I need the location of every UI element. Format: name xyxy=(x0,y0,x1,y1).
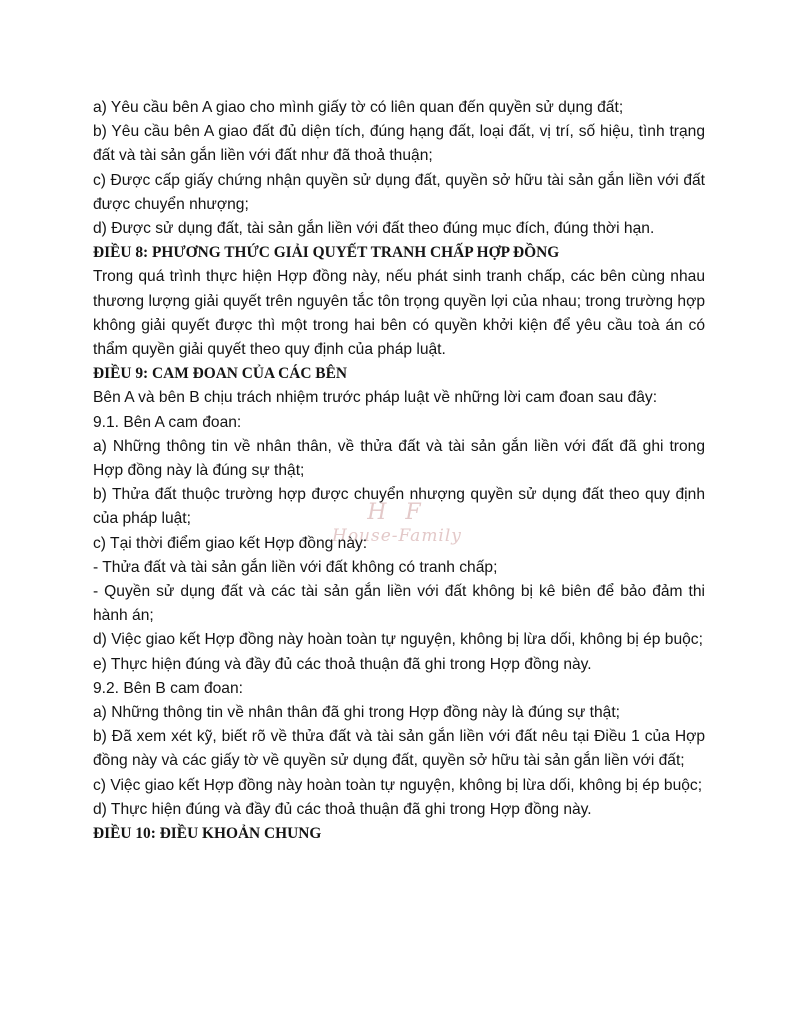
paragraph: a) Những thông tin về nhân thân đã ghi trong Hợp đồng này là đúng sự thật; xyxy=(93,704,620,722)
watermark-monogram: H F xyxy=(367,500,427,525)
section-heading: ĐIỀU 9: CAM ĐOAN CỦA CÁC BÊN xyxy=(93,365,347,383)
paragraph: b) Đã xem xét kỹ, biết rõ về thửa đất và tài sản gắn liền với đất nêu tại Điều 1 của Hợp đồng này và các giấy tờ về quyền sử dụng đất, quyền sở hữu tài sản gắn liền với đất; xyxy=(93,728,705,770)
paragraph: b) Thửa đất thuộc trường hợp được chuyển nhượng quyền sử dụng đất theo quy định của pháp luật; xyxy=(93,486,705,528)
watermark-text: House-Family xyxy=(332,526,462,546)
paragraph: Trong quá trình thực hiện Hợp đồng này, nếu phát sinh tranh chấp, các bên cùng nhau thương lượng giải quyết trên nguyên tắc tôn trọng quyền lợi của nhau; trong trường hợp không giải quyết được thì một trong hai bên có quyền khởi kiện để yêu cầu toà án có thẩm quyền giải quyết theo quy định của pháp luật. xyxy=(93,268,705,359)
paragraph: 9.1. Bên A cam đoan: xyxy=(93,413,242,431)
paragraph: a) Những thông tin về nhân thân, về thửa đất và tài sản gắn liền với đất đã ghi trong Hợp đồng này là đúng sự thật; xyxy=(93,437,705,480)
paragraph: d) Được sử dụng đất, tài sản gắn liền với đất theo đúng mục đích, đúng thời hạn. xyxy=(93,220,655,238)
section-heading: ĐIỀU 8: PHƯƠNG THỨC GIẢI QUYẾT TRANH CHẤP HỢP ĐỒNG xyxy=(93,244,560,262)
paragraph: d) Thực hiện đúng và đầy đủ các thoả thuận đã ghi trong Hợp đồng này. xyxy=(93,800,592,818)
paragraph: 9.2. Bên B cam đoan: xyxy=(93,679,243,697)
paragraph: b) Yêu cầu bên A giao đất đủ diện tích, đúng hạng đất, loại đất, vị trí, số hiệu, tình trạng đất và tài sản gắn liền với đất như đã thoả thuận; xyxy=(93,123,705,165)
paragraph: - Quyền sử dụng đất và các tài sản gắn liền với đất không bị kê biên để bảo đảm thi hành án; xyxy=(93,583,705,625)
paragraph: a) Yêu cầu bên A giao cho mình giấy tờ có liên quan đến quyền sử dụng đất; xyxy=(93,99,624,116)
paragraph: c) Tại thời điểm giao kết Hợp đồng này: xyxy=(93,534,368,552)
document-page xyxy=(93,96,705,846)
paragraph: - Thửa đất và tài sản gắn liền với đất không có tranh chấp; xyxy=(93,558,498,576)
section-heading: ĐIỀU 10: ĐIỀU KHOẢN CHUNG xyxy=(93,825,322,843)
paragraph: c) Việc giao kết Hợp đồng này hoàn toàn tự nguyện, không bị lừa dối, không bị ép buộc; xyxy=(93,776,703,794)
paragraph: e) Thực hiện đúng và đầy đủ các thoả thuận đã ghi trong Hợp đồng này. xyxy=(93,655,592,673)
paragraph: Bên A và bên B chịu trách nhiệm trước pháp luật về những lời cam đoan sau đây: xyxy=(93,389,658,407)
paragraph: c) Được cấp giấy chứng nhận quyền sử dụng đất, quyền sở hữu tài sản gắn liền với đất được chuyển nhượng; xyxy=(93,171,705,213)
paragraph: d) Việc giao kết Hợp đồng này hoàn toàn tự nguyện, không bị lừa dối, không bị ép buộc; xyxy=(93,631,703,649)
